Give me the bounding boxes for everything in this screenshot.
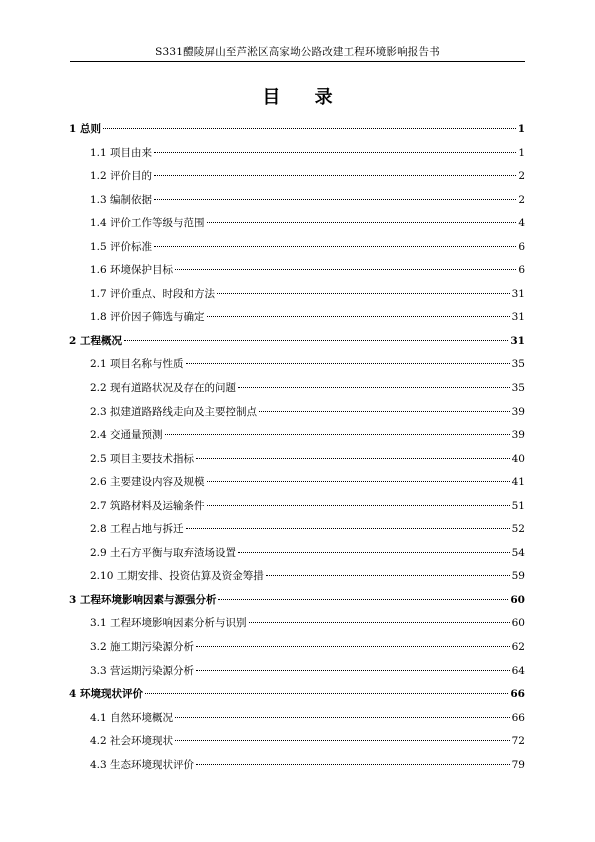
- toc-page-number: 31: [511, 287, 525, 300]
- toc-page-number: 1: [518, 146, 525, 159]
- toc-dot-leader: [196, 670, 510, 671]
- toc-entry-label: 2.3 拟建道路路线走向及主要控制点: [90, 405, 258, 418]
- toc-entry-label: 4.3 生态环境现状评价: [90, 758, 195, 771]
- toc-page-number: 1: [517, 123, 525, 135]
- toc-section-entry[interactable]: [69, 707, 525, 731]
- toc-page-number: 31: [511, 311, 525, 324]
- toc-title: 目 录: [262, 87, 347, 108]
- toc-entry-label: 1.1 项目由来: [90, 146, 153, 159]
- toc-page-number: 4: [518, 217, 525, 230]
- toc-section-entry[interactable]: [69, 212, 525, 236]
- toc-section-entry[interactable]: [69, 518, 525, 542]
- toc-dot-leader: [154, 246, 516, 247]
- toc-entry-label: 2.7 筑路材料及运输条件: [90, 499, 205, 512]
- toc-section-entry[interactable]: [69, 259, 525, 283]
- toc-page-number: 6: [518, 240, 525, 253]
- toc-dot-leader: [266, 575, 510, 576]
- toc-page-number: 59: [511, 570, 525, 583]
- toc-entry-label: 2.8 工程占地与拆迁: [90, 523, 184, 536]
- toc-section-entry[interactable]: [69, 612, 525, 636]
- toc-section-entry[interactable]: [69, 353, 525, 377]
- toc-dot-leader: [175, 269, 516, 270]
- toc-chapter-entry[interactable]: [69, 118, 525, 142]
- toc-page-number: 54: [511, 546, 525, 559]
- toc-entry-label: 1.5 评价标准: [90, 240, 153, 253]
- toc-page-number: 39: [511, 429, 525, 442]
- toc-section-entry[interactable]: [69, 565, 525, 589]
- toc-entry-label: 1.3 编制依据: [90, 193, 153, 206]
- toc-entry-label: 2.4 交通量预测: [90, 429, 163, 442]
- toc-page-number: 35: [511, 382, 525, 395]
- toc-entry-label: 2.6 主要建设内容及规模: [90, 476, 205, 489]
- toc-section-entry[interactable]: [69, 401, 525, 425]
- toc-entry-label: 4 环境现状评价: [69, 688, 143, 701]
- toc-dot-leader: [207, 481, 510, 482]
- toc-entry-label: 1.4 评价工作等级与范围: [90, 217, 205, 230]
- toc-dot-leader: [145, 693, 508, 694]
- toc-chapter-entry[interactable]: [69, 330, 525, 354]
- toc-section-entry[interactable]: [69, 377, 525, 401]
- toc-entry-label: 1.6 环境保护目标: [90, 264, 174, 277]
- toc-page-number: 64: [511, 664, 525, 677]
- toc-entry-label: 2.2 现有道路状况及存在的问题: [90, 382, 237, 395]
- toc-section-entry[interactable]: [69, 165, 525, 189]
- toc-page-number: 62: [511, 641, 525, 654]
- toc-dot-leader: [154, 199, 516, 200]
- toc-section-entry[interactable]: [69, 189, 525, 213]
- toc-dot-leader: [196, 646, 510, 647]
- toc-entry-label: 3.3 营运期污染源分析: [90, 664, 195, 677]
- toc-dot-leader: [218, 599, 508, 600]
- toc-dot-leader: [154, 175, 516, 176]
- toc-page-number: 6: [518, 264, 525, 277]
- header-rule: [70, 61, 525, 62]
- toc-dot-leader: [175, 717, 510, 718]
- toc-chapter-entry[interactable]: [69, 683, 525, 707]
- toc-page-number: 60: [511, 617, 525, 630]
- toc-page-number: 40: [511, 452, 525, 465]
- toc-section-entry[interactable]: [69, 306, 525, 330]
- toc-entry-label: 2.9 土石方平衡与取弃渣场设置: [90, 546, 237, 559]
- running-header: S331醴陵屏山至芦淞区高家坳公路改建工程环境影响报告书: [155, 46, 440, 58]
- toc-entry-label: 1.8 评价因子筛选与确定: [90, 311, 205, 324]
- toc-entry-label: 4.1 自然环境概况: [90, 711, 174, 724]
- toc-section-entry[interactable]: [69, 236, 525, 260]
- toc-entry-label: 2 工程概况: [69, 334, 122, 347]
- toc-dot-leader: [165, 434, 510, 435]
- toc-section-entry[interactable]: [69, 424, 525, 448]
- toc-entry-label: 4.2 社会环境现状: [90, 735, 174, 748]
- toc-dot-leader: [217, 293, 510, 294]
- toc-section-entry[interactable]: [69, 283, 525, 307]
- toc-page-number: 39: [511, 405, 525, 418]
- toc-page-number: 51: [511, 499, 525, 512]
- toc-entry-label: 1.7 评价重点、时段和方法: [90, 287, 216, 300]
- toc-section-entry[interactable]: [69, 495, 525, 519]
- toc-entry-label: 2.5 项目主要技术指标: [90, 452, 195, 465]
- toc-dot-leader: [249, 622, 510, 623]
- toc-section-entry[interactable]: [69, 636, 525, 660]
- toc-entry-label: 2.10 工期安排、投资估算及资金筹措: [90, 570, 264, 583]
- table-of-contents: [69, 118, 525, 777]
- toc-section-entry[interactable]: [69, 660, 525, 684]
- toc-entry-label: 1.2 评价目的: [90, 170, 153, 183]
- toc-section-entry[interactable]: [69, 142, 525, 166]
- toc-page-number: 66: [510, 688, 525, 701]
- toc-section-entry[interactable]: [69, 754, 525, 778]
- toc-page-number: 35: [511, 358, 525, 371]
- toc-page-number: 31: [510, 334, 525, 347]
- toc-dot-leader: [186, 528, 510, 529]
- toc-page-number: 72: [511, 735, 525, 748]
- toc-dot-leader: [207, 222, 517, 223]
- toc-dot-leader: [196, 764, 510, 765]
- toc-page-number: 52: [511, 523, 525, 536]
- toc-section-entry[interactable]: [69, 730, 525, 754]
- toc-section-entry[interactable]: [69, 471, 525, 495]
- toc-dot-leader: [154, 152, 516, 153]
- toc-dot-leader: [207, 505, 510, 506]
- toc-dot-leader: [238, 387, 510, 388]
- toc-dot-leader: [175, 740, 510, 741]
- toc-dot-leader: [186, 363, 510, 364]
- toc-entry-label: 3.2 施工期污染源分析: [90, 641, 195, 654]
- toc-dot-leader: [196, 458, 510, 459]
- toc-dot-leader: [259, 411, 510, 412]
- toc-dot-leader: [207, 316, 510, 317]
- toc-dot-leader: [238, 552, 510, 553]
- toc-entry-label: 2.1 项目名称与性质: [90, 358, 184, 371]
- toc-page-number: 2: [518, 170, 525, 183]
- toc-section-entry[interactable]: [69, 448, 525, 472]
- toc-page-number: 60: [510, 593, 525, 606]
- toc-page-number: 66: [511, 711, 525, 724]
- toc-dot-leader: [124, 340, 508, 341]
- toc-entry-label: 3.1 工程环境影响因素分析与识别: [90, 617, 247, 630]
- toc-section-entry[interactable]: [69, 542, 525, 566]
- toc-entry-label: 1 总则: [69, 123, 101, 135]
- toc-page-number: 79: [511, 758, 525, 771]
- toc-page-number: 2: [518, 193, 525, 206]
- toc-dot-leader: [103, 128, 516, 129]
- toc-page-number: 41: [511, 476, 525, 489]
- toc-entry-label: 3 工程环境影响因素与源强分析: [69, 593, 217, 606]
- toc-chapter-entry[interactable]: [69, 589, 525, 613]
